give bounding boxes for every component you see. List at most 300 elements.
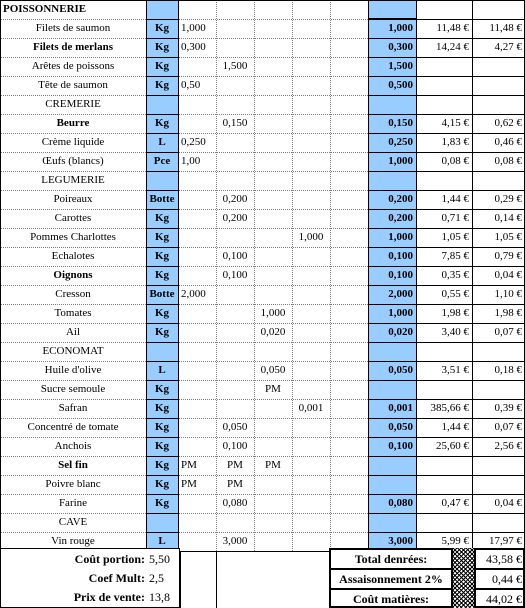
row-rule bbox=[0, 247, 146, 248]
total-cell: 2,000 bbox=[368, 286, 416, 304]
q4-cell bbox=[292, 457, 330, 475]
q2-cell: 0,100 bbox=[222, 250, 248, 262]
q3-cell bbox=[254, 1, 292, 19]
row-rule bbox=[146, 209, 178, 210]
unit-cell: Kg bbox=[146, 476, 178, 494]
total-cell bbox=[368, 381, 416, 399]
row-rule bbox=[146, 114, 178, 115]
row-rule bbox=[178, 475, 368, 476]
row-rule bbox=[178, 209, 368, 210]
unit-cell bbox=[146, 1, 178, 19]
row-rule bbox=[368, 133, 525, 134]
q4-cell bbox=[292, 96, 330, 114]
row-rule bbox=[368, 114, 525, 115]
unit-cell: Kg bbox=[146, 210, 178, 228]
q4-cell: 0,001 bbox=[298, 402, 324, 414]
q2-cell bbox=[216, 229, 254, 247]
row-rule bbox=[368, 285, 525, 286]
row-rule bbox=[146, 304, 178, 305]
row-rule bbox=[0, 133, 146, 134]
row-rule bbox=[0, 209, 146, 210]
q4-cell bbox=[292, 153, 330, 171]
row-rule bbox=[146, 19, 178, 20]
q1-cell bbox=[178, 419, 216, 437]
ingredient-name: Oignons bbox=[53, 269, 93, 281]
total-cell: 0,200 bbox=[368, 210, 416, 228]
row-rule bbox=[0, 76, 146, 77]
row-rule bbox=[178, 76, 368, 77]
price-cell: 1,83 € bbox=[441, 136, 469, 148]
ingredient-name: Ail bbox=[65, 326, 81, 338]
q4-cell bbox=[292, 343, 330, 361]
row-rule bbox=[178, 171, 368, 172]
row-rule bbox=[146, 532, 178, 533]
q3-cell bbox=[254, 115, 292, 133]
total-cell: 0,500 bbox=[368, 77, 416, 95]
coef-mult-label: Coef Mult: bbox=[88, 571, 145, 585]
row-rule bbox=[368, 456, 525, 457]
row-rule bbox=[0, 456, 146, 457]
ingredient-name: Concentré de tomate bbox=[27, 421, 119, 433]
q1-cell bbox=[178, 248, 216, 266]
ingredient-name: Tête de saumon bbox=[38, 79, 108, 91]
q3-cell bbox=[254, 134, 292, 152]
cost-cell: 1,10 € bbox=[494, 288, 522, 300]
row-rule bbox=[178, 228, 368, 229]
column-rule bbox=[0, 0, 1, 551]
total-cell: 0,050 bbox=[368, 419, 416, 437]
row-rule bbox=[178, 190, 368, 191]
q2-cell bbox=[216, 400, 254, 418]
ingredient-name: Sucre semoule bbox=[40, 383, 106, 395]
q1-cell: PM bbox=[181, 478, 197, 490]
row-rule bbox=[178, 114, 368, 115]
q1-cell: 1,000 bbox=[181, 22, 206, 34]
ingredient-name: Poireaux bbox=[53, 193, 93, 205]
price-cell bbox=[416, 77, 472, 95]
price-cell: 3,40 € bbox=[441, 326, 469, 338]
cost-cell bbox=[472, 1, 525, 19]
column-rule bbox=[330, 0, 331, 551]
cost-cell: 0,07 € bbox=[494, 326, 522, 338]
cost-cell bbox=[472, 172, 525, 190]
row-rule bbox=[0, 361, 146, 362]
q4-cell bbox=[292, 248, 330, 266]
section-header: CREMERIE bbox=[45, 98, 101, 110]
row-rule bbox=[146, 513, 178, 514]
ingredient-name: Poivre blanc bbox=[45, 478, 101, 490]
total-cell: 0,020 bbox=[368, 324, 416, 342]
cost-cell: 1,05 € bbox=[494, 231, 522, 243]
q1-cell: 0,50 bbox=[181, 79, 201, 91]
q1-cell: 0,300 bbox=[181, 41, 206, 53]
row-rule bbox=[368, 532, 525, 533]
unit-cell: Botte bbox=[146, 286, 178, 304]
q2-cell: 3,000 bbox=[222, 535, 248, 547]
row-rule bbox=[178, 38, 368, 39]
row-rule bbox=[146, 95, 178, 96]
row-rule bbox=[178, 513, 368, 514]
total-cell: 0,080 bbox=[368, 495, 416, 513]
price-cell: 0,71 € bbox=[441, 212, 469, 224]
frame-top bbox=[0, 0, 525, 1]
q3-cell: 0,020 bbox=[260, 326, 286, 338]
cout-portion-label: Coût portion: bbox=[74, 552, 145, 566]
price-cell: 1,05 € bbox=[441, 231, 469, 243]
row-rule bbox=[146, 171, 178, 172]
cost-cell: 0,04 € bbox=[494, 497, 522, 509]
row-rule bbox=[368, 323, 525, 324]
row-rule bbox=[146, 342, 178, 343]
assaisonnement-label: Assaisonnement 2% bbox=[339, 572, 443, 586]
price-cell: 0,35 € bbox=[441, 269, 469, 281]
total-cell: 0,300 bbox=[368, 39, 416, 57]
cost-cell: 0,08 € bbox=[494, 155, 522, 167]
row-rule bbox=[146, 133, 178, 134]
q3-cell bbox=[254, 58, 292, 76]
q2-cell bbox=[216, 96, 254, 114]
q1-cell bbox=[178, 495, 216, 513]
q3-cell bbox=[254, 96, 292, 114]
q3-cell bbox=[254, 476, 292, 494]
row-rule bbox=[178, 361, 368, 362]
unit-cell bbox=[146, 514, 178, 532]
ingredient-name: Crème liquide bbox=[41, 136, 105, 148]
row-rule bbox=[178, 418, 368, 419]
q1-cell: 1,00 bbox=[181, 155, 201, 167]
total-cell: 0,100 bbox=[368, 248, 416, 266]
row-rule bbox=[178, 266, 368, 267]
assaisonnement-value: 0,44 € bbox=[492, 572, 522, 586]
q4-cell bbox=[292, 77, 330, 95]
cost-cell: 0,07 € bbox=[494, 421, 522, 433]
row-rule bbox=[178, 323, 368, 324]
column-rule bbox=[368, 0, 369, 551]
q3-cell bbox=[254, 210, 292, 228]
cost-cell: 0,79 € bbox=[494, 250, 522, 262]
section-header: ECONOMAT bbox=[42, 345, 104, 357]
ingredient-name: Huile d'olive bbox=[44, 364, 102, 376]
column-rule bbox=[472, 0, 473, 551]
q4-cell bbox=[292, 324, 330, 342]
unit-cell: L bbox=[146, 533, 178, 551]
q3-cell bbox=[254, 419, 292, 437]
row-rule bbox=[0, 418, 146, 419]
price-cell: 0,47 € bbox=[441, 497, 469, 509]
q2-cell bbox=[216, 343, 254, 361]
total-cell bbox=[368, 96, 416, 114]
price-cell: 5,99 € bbox=[441, 535, 469, 547]
total-cell bbox=[368, 457, 416, 475]
q3-cell bbox=[254, 39, 292, 57]
q3-cell bbox=[254, 286, 292, 304]
row-rule bbox=[368, 342, 525, 343]
q1-cell bbox=[178, 533, 216, 551]
q3-cell bbox=[254, 153, 292, 171]
q4-cell bbox=[292, 39, 330, 57]
q1-cell bbox=[178, 324, 216, 342]
total-cell: 0,250 bbox=[368, 134, 416, 152]
ingredient-name: Cresson bbox=[55, 288, 91, 300]
cout-matieres-label: Coût matières: bbox=[352, 592, 430, 606]
unit-cell: Kg bbox=[146, 115, 178, 133]
row-rule bbox=[0, 266, 146, 267]
q4-cell bbox=[292, 1, 330, 19]
row-rule bbox=[368, 361, 525, 362]
row-rule bbox=[368, 475, 525, 476]
row-rule bbox=[368, 76, 525, 77]
row-rule bbox=[146, 475, 178, 476]
unit-cell: Kg bbox=[146, 20, 178, 38]
ingredient-name: Carottes bbox=[54, 212, 92, 224]
row-rule bbox=[146, 456, 178, 457]
price-cell bbox=[416, 96, 472, 114]
total-cell: 0,001 bbox=[368, 400, 416, 418]
price-cell bbox=[416, 514, 472, 532]
total-cell: 1,000 bbox=[368, 20, 416, 38]
q1-cell bbox=[178, 96, 216, 114]
total-cell: 3,000 bbox=[368, 533, 416, 551]
row-rule bbox=[178, 19, 368, 20]
q2-cell bbox=[216, 286, 254, 304]
q1-cell: 2,000 bbox=[181, 288, 206, 300]
q3-cell bbox=[254, 267, 292, 285]
row-rule bbox=[146, 361, 178, 362]
row-rule bbox=[0, 285, 146, 286]
ingredient-name: Echalotes bbox=[51, 250, 95, 262]
ingredient-name: Tomates bbox=[54, 307, 92, 319]
row-rule bbox=[178, 456, 368, 457]
q2-cell: 0,150 bbox=[222, 117, 248, 129]
row-rule bbox=[368, 228, 525, 229]
price-cell: 4,15 € bbox=[441, 117, 469, 129]
row-rule bbox=[178, 437, 368, 438]
q2-cell bbox=[216, 362, 254, 380]
cost-cell: 1,98 € bbox=[494, 307, 522, 319]
q3-cell bbox=[254, 248, 292, 266]
q1-cell bbox=[178, 381, 216, 399]
ingredient-name: Vin rouge bbox=[51, 535, 95, 547]
row-rule bbox=[178, 57, 368, 58]
q4-cell bbox=[292, 134, 330, 152]
row-rule bbox=[368, 418, 525, 419]
unit-cell: L bbox=[146, 134, 178, 152]
cost-cell bbox=[472, 381, 525, 399]
row-rule bbox=[0, 437, 146, 438]
prix-vente-value: 13,8 bbox=[149, 590, 170, 604]
ingredient-name: Filets de saumon bbox=[35, 22, 111, 34]
unit-cell: Kg bbox=[146, 267, 178, 285]
unit-cell: Kg bbox=[146, 77, 178, 95]
unit-cell: Kg bbox=[146, 457, 178, 475]
q3-cell bbox=[254, 343, 292, 361]
cost-cell: 0,29 € bbox=[494, 193, 522, 205]
q2-cell: 0,100 bbox=[222, 440, 248, 452]
row-rule bbox=[146, 418, 178, 419]
row-rule bbox=[0, 171, 146, 172]
row-rule bbox=[146, 494, 178, 495]
row-rule bbox=[0, 399, 146, 400]
q4-cell bbox=[292, 362, 330, 380]
q1-cell bbox=[178, 267, 216, 285]
row-rule bbox=[368, 190, 525, 191]
q2-cell bbox=[216, 39, 254, 57]
row-rule bbox=[178, 247, 368, 248]
row-rule bbox=[146, 76, 178, 77]
ingredient-name: Œufs (blancs) bbox=[42, 155, 104, 167]
unit-cell: Kg bbox=[146, 305, 178, 323]
q2-cell bbox=[216, 381, 254, 399]
row-rule bbox=[146, 285, 178, 286]
unit-cell: Kg bbox=[146, 229, 178, 247]
q3-cell: PM bbox=[265, 383, 281, 395]
cout-portion-value: 5,50 bbox=[149, 552, 170, 566]
q4-cell bbox=[292, 533, 330, 551]
row-rule bbox=[368, 513, 525, 514]
q1-cell bbox=[178, 438, 216, 456]
row-rule bbox=[178, 152, 368, 153]
price-cell: 0,55 € bbox=[441, 288, 469, 300]
row-rule bbox=[146, 152, 178, 153]
price-cell: 11,48 € bbox=[436, 22, 469, 34]
q3-cell bbox=[254, 400, 292, 418]
total-cell: 1,000 bbox=[368, 229, 416, 247]
row-rule bbox=[368, 152, 525, 153]
row-rule bbox=[178, 95, 368, 96]
total-cell: 0,100 bbox=[368, 438, 416, 456]
total-cell bbox=[368, 343, 416, 361]
total-cell: 1,000 bbox=[368, 153, 416, 171]
section-header: CAVE bbox=[58, 516, 88, 528]
row-rule bbox=[0, 494, 146, 495]
price-cell: 1,98 € bbox=[441, 307, 469, 319]
q1-cell: 0,250 bbox=[181, 136, 206, 148]
ingredient-name: Sel fin bbox=[58, 459, 88, 471]
price-cell: 0,08 € bbox=[441, 155, 469, 167]
q4-cell bbox=[292, 267, 330, 285]
row-rule bbox=[368, 95, 525, 96]
unit-cell: Kg bbox=[146, 324, 178, 342]
q3-cell bbox=[254, 533, 292, 551]
cost-cell bbox=[472, 58, 525, 76]
total-cell: 0,150 bbox=[368, 115, 416, 133]
row-rule bbox=[368, 57, 525, 58]
q4-cell bbox=[292, 115, 330, 133]
q3-cell: PM bbox=[265, 459, 281, 471]
q2-cell bbox=[216, 153, 254, 171]
prix-vente-label: Prix de vente: bbox=[73, 590, 145, 604]
cost-cell: 17,97 € bbox=[489, 535, 522, 547]
row-rule bbox=[178, 285, 368, 286]
q3-cell bbox=[254, 191, 292, 209]
q2-cell: 0,200 bbox=[222, 193, 248, 205]
row-rule bbox=[368, 19, 525, 20]
cost-cell: 0,62 € bbox=[494, 117, 522, 129]
ingredient-name: Arêtes de poissons bbox=[31, 60, 115, 72]
price-cell: 14,24 € bbox=[436, 41, 469, 53]
q2-cell: 0,050 bbox=[222, 421, 248, 433]
total-cell: 0,200 bbox=[368, 191, 416, 209]
cost-cell: 0,14 € bbox=[494, 212, 522, 224]
q2-cell: 0,080 bbox=[222, 497, 248, 509]
cost-cell bbox=[472, 457, 525, 475]
cost-cell bbox=[472, 476, 525, 494]
row-rule bbox=[178, 532, 368, 533]
q4-cell bbox=[292, 305, 330, 323]
price-cell bbox=[416, 457, 472, 475]
ingredient-name: Anchois bbox=[54, 440, 92, 452]
unit-cell: Pce bbox=[146, 153, 178, 171]
row-rule bbox=[146, 57, 178, 58]
q3-cell bbox=[254, 172, 292, 190]
q4-cell: 1,000 bbox=[298, 231, 324, 243]
row-rule bbox=[368, 38, 525, 39]
column-rule bbox=[216, 0, 217, 551]
q3-cell bbox=[254, 229, 292, 247]
price-cell bbox=[416, 476, 472, 494]
row-rule bbox=[0, 95, 146, 96]
row-rule bbox=[178, 304, 368, 305]
q4-cell bbox=[292, 495, 330, 513]
unit-cell: Kg bbox=[146, 381, 178, 399]
price-cell bbox=[416, 58, 472, 76]
q2-cell bbox=[216, 172, 254, 190]
price-cell bbox=[416, 343, 472, 361]
q3-cell bbox=[254, 438, 292, 456]
q2-cell bbox=[216, 514, 254, 532]
row-rule bbox=[0, 323, 146, 324]
row-rule bbox=[0, 380, 146, 381]
row-rule bbox=[368, 209, 525, 210]
q1-cell bbox=[178, 172, 216, 190]
row-rule bbox=[146, 190, 178, 191]
column-rule bbox=[178, 0, 179, 551]
total-cell bbox=[368, 1, 416, 19]
q2-cell bbox=[216, 77, 254, 95]
cost-cell: 0,18 € bbox=[494, 364, 522, 376]
price-cell: 1,44 € bbox=[441, 193, 469, 205]
row-rule bbox=[178, 342, 368, 343]
column-rule bbox=[292, 0, 293, 551]
unit-cell: Kg bbox=[146, 248, 178, 266]
q1-cell bbox=[178, 514, 216, 532]
q4-cell bbox=[292, 20, 330, 38]
cost-cell: 11,48 € bbox=[489, 22, 522, 34]
total-top-rule bbox=[368, 18, 416, 19]
price-cell: 7,85 € bbox=[441, 250, 469, 262]
section-header: LEGUMERIE bbox=[41, 174, 105, 186]
column-rule bbox=[216, 551, 217, 608]
q4-cell bbox=[292, 210, 330, 228]
cost-cell bbox=[472, 343, 525, 361]
q2-cell: PM bbox=[227, 459, 243, 471]
row-rule bbox=[0, 342, 146, 343]
q1-cell bbox=[178, 115, 216, 133]
ingredient-name: Farine bbox=[58, 497, 88, 509]
row-rule bbox=[178, 399, 368, 400]
cost-cell: 0,04 € bbox=[494, 269, 522, 281]
q1-cell bbox=[178, 400, 216, 418]
row-rule bbox=[146, 380, 178, 381]
ingredient-name: Filets de merlans bbox=[32, 41, 114, 53]
cout-matieres-value: 44,02 € bbox=[486, 592, 522, 606]
cost-cell bbox=[472, 77, 525, 95]
q1-cell bbox=[178, 343, 216, 361]
cost-cell bbox=[472, 514, 525, 532]
q4-cell bbox=[292, 438, 330, 456]
ingredient-name: Safran bbox=[58, 402, 88, 414]
price-cell: 25,60 € bbox=[436, 440, 469, 452]
